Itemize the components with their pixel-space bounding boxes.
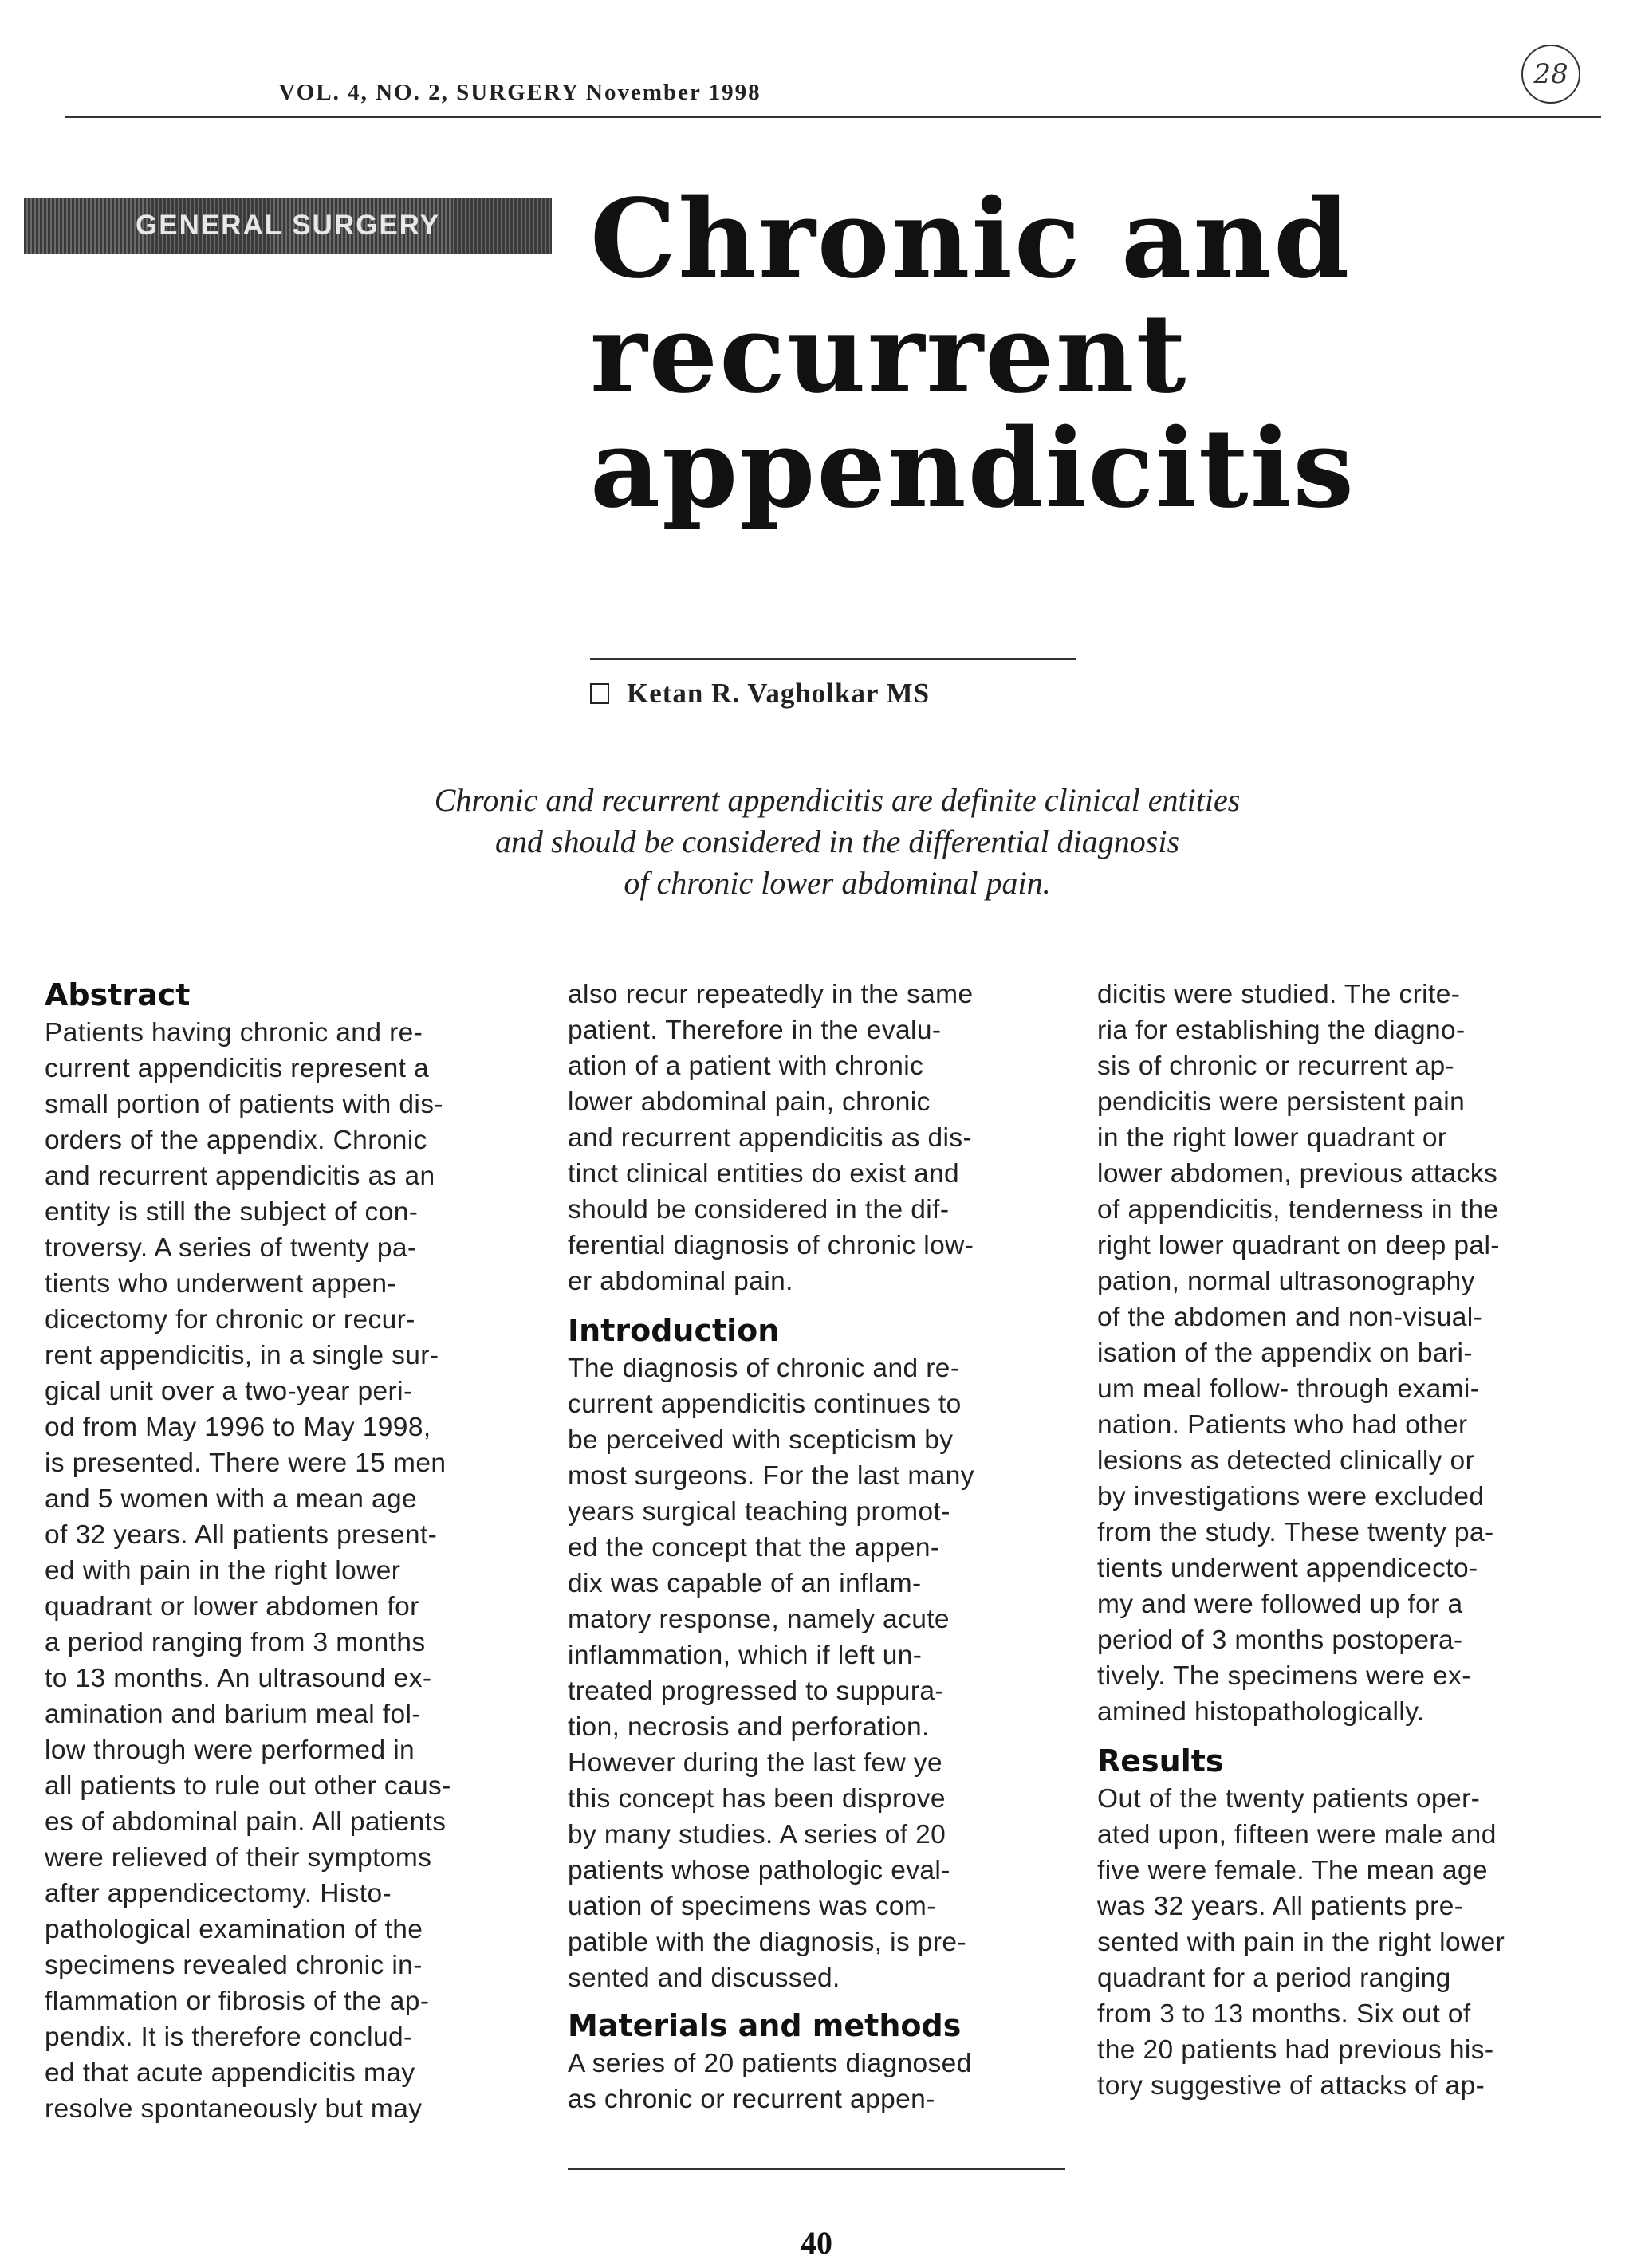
text-line: tively. The specimens were ex-	[1097, 1661, 1471, 1691]
text-line: quadrant or lower abdomen for	[45, 1592, 419, 1621]
text-line: ated upon, fifteen were male and	[1097, 1820, 1497, 1849]
text-line: and recurrent appendicitis as an	[45, 1162, 435, 1191]
text-line: tion, necrosis and perforation.	[568, 1712, 930, 1742]
text-line: also recur repeatedly in the same	[568, 980, 974, 1009]
text-line: from the study. These twenty pa-	[1097, 1518, 1494, 1547]
text-line: a period ranging from 3 months	[45, 1628, 426, 1657]
text-line: isation of the appendix on bari-	[1097, 1338, 1473, 1368]
abstract-heading: Abstract	[45, 977, 191, 1012]
methods-heading: Materials and methods	[568, 2008, 962, 2043]
journal-header: VOL. 4, NO. 2, SURGERY November 1998	[278, 80, 761, 105]
methods-continuation	[1097, 977, 1601, 1730]
text-line: from 3 to 13 months. Six out of	[1097, 1999, 1471, 2029]
text-line: orders of the appendix. Chronic	[45, 1126, 427, 1155]
text-line: be perceived with scepticism by	[568, 1425, 954, 1455]
author-byline	[590, 678, 930, 709]
text-line: troversy. A series of twenty pa-	[45, 1233, 417, 1263]
results-heading: Results	[1097, 1743, 1224, 1779]
results-text	[1097, 1781, 1601, 2104]
text-line: right lower quadrant on deep pal-	[1097, 1231, 1500, 1260]
text-line: inflammation, which if left un-	[568, 1641, 923, 1670]
deck-line: and should be considered in the differential diagnosis	[494, 823, 1180, 859]
text-line: tients who underwent appen-	[45, 1269, 397, 1299]
text-line: matory response, namely acute	[568, 1605, 950, 1634]
article-deck	[287, 780, 1387, 904]
text-line: lesions as detected clinically or	[1097, 1446, 1475, 1476]
text-line: quadrant for a period ranging	[1097, 1963, 1451, 1993]
text-line: flammation or fibrosis of the ap-	[45, 1987, 430, 2016]
text-line: entity is still the subject of con-	[45, 1197, 419, 1227]
text-line: and recurrent appendicitis as dis-	[568, 1123, 973, 1153]
text-line: five were female. The mean age	[1097, 1856, 1488, 1885]
text-line: of 32 years. All patients present-	[45, 1520, 438, 1550]
text-line: patient. Therefore in the evalu-	[568, 1016, 942, 1045]
text-line: of appendicitis, tenderness in the	[1097, 1195, 1499, 1224]
methods-text	[568, 2046, 1065, 2117]
text-line: uation of specimens was com-	[568, 1892, 936, 1921]
text-line: sented with pain in the right lower	[1097, 1928, 1505, 1957]
text-line: this concept has been disprove	[568, 1784, 946, 1814]
text-line: to 13 months. An ultrasound ex-	[45, 1664, 432, 1693]
text-line: lower abdomen, previous attacks	[1097, 1159, 1498, 1189]
text-line: as chronic or recurrent appen-	[568, 2085, 935, 2114]
text-line: pendicitis were persistent pain	[1097, 1087, 1466, 1117]
text-line: resolve spontaneously but may	[45, 2094, 423, 2124]
text-line: amination and barium meal fol-	[45, 1700, 421, 1729]
text-line: lower abdominal pain, chronic	[568, 1087, 931, 1117]
text-line: gical unit over a two-year peri-	[45, 1377, 413, 1406]
text-line: amined histopathologically.	[1097, 1697, 1425, 1727]
handwritten-page-stamp	[1521, 45, 1580, 104]
section-banner-label: GENERAL SURGERY	[136, 210, 440, 241]
text-line: and 5 women with a mean age	[45, 1484, 418, 1514]
text-line: by investigations were excluded	[1097, 1482, 1485, 1511]
text-line: by many studies. A series of 20	[568, 1820, 946, 1849]
title-line: Chronic and	[590, 175, 1352, 303]
text-line: ria for establishing the diagno-	[1097, 1016, 1466, 1045]
text-line: most surgeons. For the last many	[568, 1461, 974, 1491]
footer-rule	[568, 2168, 1065, 2170]
text-line: patients whose pathologic eval-	[568, 1856, 950, 1885]
text-line: period of 3 months postopera-	[1097, 1625, 1463, 1655]
column-2	[568, 977, 1065, 2117]
text-line: ation of a patient with chronic	[568, 1051, 924, 1081]
text-line: the 20 patients had previous his-	[1097, 2035, 1494, 2065]
text-line: Out of the twenty patients oper-	[1097, 1784, 1481, 1814]
text-line: od from May 1996 to May 1998,	[45, 1413, 431, 1442]
text-line: patible with the diagnosis, is pre-	[568, 1928, 967, 1957]
text-line: pathological examination of the	[45, 1915, 423, 1944]
text-line: current appendicitis represent a	[45, 1054, 430, 1083]
text-line: tinct clinical entities do exist and	[568, 1159, 960, 1189]
text-line: should be considered in the dif-	[568, 1195, 950, 1224]
text-line: small portion of patients with dis-	[45, 1090, 443, 1119]
text-line: ed that acute appendicitis may	[45, 2058, 415, 2088]
deck-line: Chronic and recurrent appendicitis are definite clinical entities	[434, 782, 1241, 818]
text-line: ed with pain in the right lower	[45, 1556, 401, 1586]
title-line: appendicitis	[590, 405, 1356, 533]
text-line: sis of chronic or recurrent ap-	[1097, 1051, 1455, 1081]
page-number: 40	[801, 2225, 832, 2261]
article-title	[590, 175, 1547, 533]
text-line: es of abdominal pain. All patients	[45, 1807, 447, 1837]
text-line: dicitis were studied. The crite-	[1097, 980, 1461, 1009]
text-line: er abdominal pain.	[568, 1267, 793, 1296]
text-line: tients underwent appendicecto-	[1097, 1554, 1478, 1583]
introduction-heading: Introduction	[568, 1313, 780, 1348]
text-line: um meal follow- through exami-	[1097, 1374, 1480, 1404]
text-line: A series of 20 patients diagnosed	[568, 2049, 972, 2078]
text-line: However during the last few ye	[568, 1748, 943, 1778]
introduction-text	[568, 1350, 1065, 1996]
author-rule	[590, 658, 1076, 660]
text-line: specimens revealed chronic in-	[45, 1951, 423, 1980]
text-line: was 32 years. All patients pre-	[1097, 1892, 1464, 1921]
text-line: is presented. There were 15 men	[45, 1448, 447, 1478]
title-line: recurrent	[590, 290, 1188, 418]
text-line: tory suggestive of attacks of ap-	[1097, 2071, 1485, 2101]
text-line: current appendicitis continues to	[568, 1389, 962, 1419]
text-line: my and were followed up for a	[1097, 1590, 1463, 1619]
text-line: were relieved of their symptoms	[45, 1843, 432, 1873]
stamp-number: 28	[1533, 58, 1568, 90]
text-line: in the right lower quadrant or	[1097, 1123, 1447, 1153]
text-line: dicectomy for chronic or recur-	[45, 1305, 415, 1334]
text-line: after appendicectomy. Histo-	[45, 1879, 392, 1908]
text-line: dix was capable of an inflam-	[568, 1569, 922, 1598]
text-line: ferential diagnosis of chronic low-	[568, 1231, 974, 1260]
text-line: nation. Patients who had other	[1097, 1410, 1468, 1440]
text-line: low through were performed in	[45, 1735, 415, 1765]
abstract-text	[45, 1015, 541, 2127]
abstract-continuation	[568, 977, 1065, 1299]
header-rule	[65, 116, 1601, 118]
author-name: Ketan R. Vagholkar MS	[627, 678, 931, 709]
text-line: all patients to rule out other caus-	[45, 1771, 451, 1801]
text-line: treated progressed to suppura-	[568, 1676, 944, 1706]
text-line: ed the concept that the appen-	[568, 1533, 940, 1562]
text-line: of the abdomen and non-visual-	[1097, 1303, 1483, 1332]
text-line: rent appendicitis, in a single sur-	[45, 1341, 439, 1370]
column-3	[1097, 977, 1601, 2104]
column-1	[45, 977, 541, 2127]
text-line: Patients having chronic and re-	[45, 1018, 423, 1048]
text-line: years surgical teaching promot-	[568, 1497, 950, 1527]
text-line: The diagnosis of chronic and re-	[568, 1354, 960, 1383]
checkbox-square-icon	[590, 683, 609, 704]
section-banner	[24, 198, 552, 254]
text-line: sented and discussed.	[568, 1963, 840, 1993]
text-line: pendix. It is therefore conclud-	[45, 2022, 413, 2052]
deck-line: of chronic lower abdominal pain.	[624, 865, 1051, 901]
text-line: pation, normal ultrasonography	[1097, 1267, 1475, 1296]
